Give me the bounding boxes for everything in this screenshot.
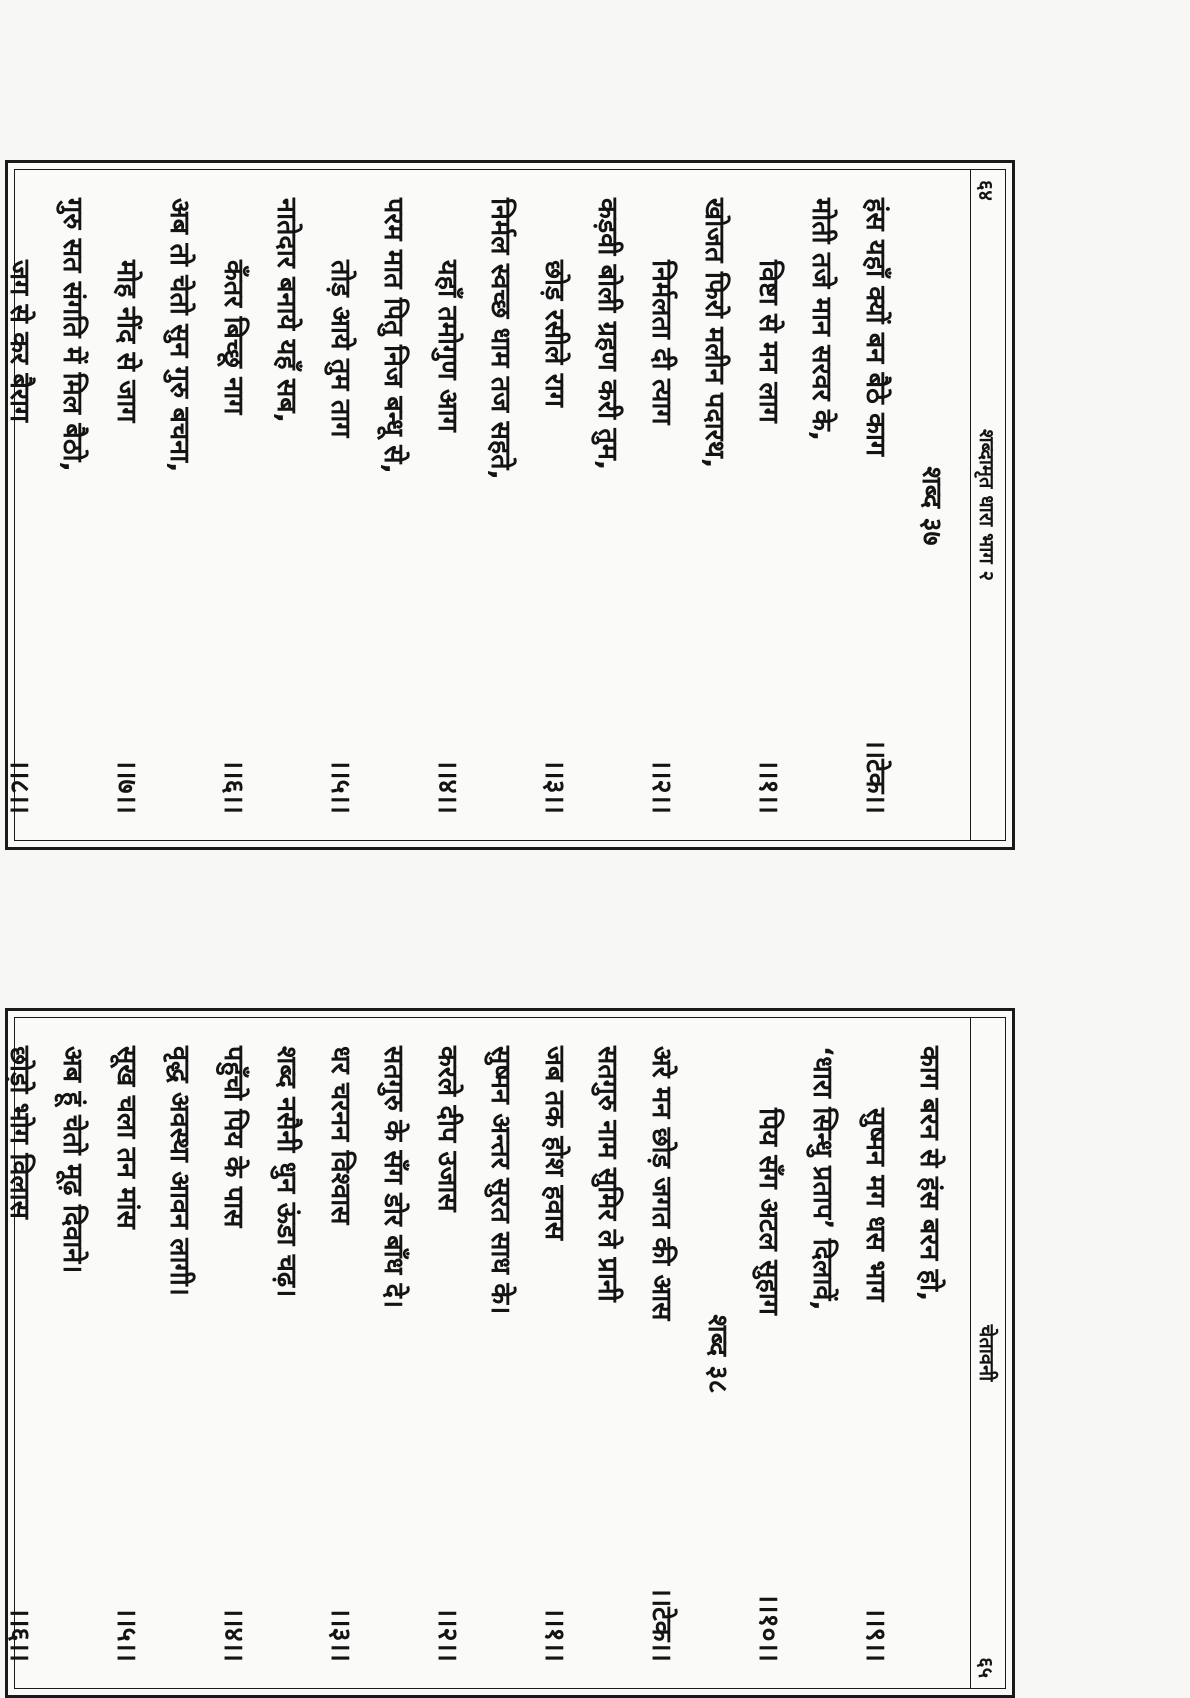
poem-line: सूख चला तन मांस ।।५।।	[111, 1046, 142, 1662]
page-number: ६५	[974, 1657, 998, 1678]
poem-line: अरे मन छोड़ जगत की आस ।।टेक।।	[646, 1046, 677, 1662]
poem-line: करले दीप उजास ।।२।।	[432, 1046, 463, 1662]
poem-line: वृद्ध अवस्था आवन लागी।	[164, 1046, 196, 1296]
shabd-title: शब्द ३७	[916, 466, 947, 546]
poem-line: सतगुरु नाम सुमिर ले प्रानी	[592, 1046, 624, 1302]
poem-line: पिय सँग अटल सुहाग ।।१०।।	[753, 1108, 785, 1662]
poem-line: जग से कर बैराग ।।८।।	[4, 260, 35, 814]
poem-line: अब हूं चेतो मूढ़ दिवाने।	[57, 1046, 89, 1274]
shabd-title: शब्द ३८	[702, 1314, 733, 1394]
page-frame	[4, 1017, 1006, 1689]
poem-line: छोड़ो भोग विलास ।।६।।	[4, 1046, 35, 1662]
page-64	[5, 160, 1015, 850]
poem-content	[0, 170, 970, 840]
page-number: ६४	[974, 180, 998, 201]
poem-line: नातेदार बनाये यहँ सब,	[271, 198, 303, 423]
poem-line: गुरु सत संगति में मिल बैठो,	[57, 198, 89, 472]
poem-line: विष्टा से मन लाग ।।१।।	[753, 260, 784, 814]
poem-line: मोती तजे मान सरवर के,	[806, 198, 838, 442]
running-header: शब्दामृत धारा भाग २	[975, 428, 1000, 582]
poem-line: काग बरन से हंस बरन हो,	[914, 1046, 945, 1302]
poem-line: निर्मलता दी त्याग ।।२।।	[646, 260, 677, 814]
page-frame	[4, 169, 1006, 841]
poem-line: कँतर बिच्छू नाग ।।६।।	[218, 260, 249, 814]
page-header	[970, 170, 1005, 840]
poem-line: तोड़ आये तुम ताग ।।५।।	[325, 260, 356, 814]
page-65	[5, 1008, 1015, 1698]
poem-line: सुष्मन अन्तर सुरत साध के।	[485, 1046, 517, 1315]
poem-line: धर चरनन विश्वास ।।३।।	[325, 1046, 356, 1662]
poem-line: छोड़ रसीले राग ।।३।।	[539, 260, 570, 814]
poem-line: परम मात पितु निज बन्धू से,	[378, 198, 410, 474]
poem-line: खोजत फिरो मलीन पदारथ,	[699, 198, 731, 469]
poem-line: कड़वी बोली ग्रहण करी तुम,	[592, 198, 624, 471]
poem-line: यहाँ तमोगुण आग ।।४।।	[432, 260, 463, 814]
poem-line: अब तो चेतो सुन गुरु बचना,	[164, 198, 196, 473]
poem-line: हंस यहाँ क्यों बन बैठे काग ।।टेक।।	[860, 198, 891, 814]
running-header: चेतावनी	[975, 1324, 1000, 1382]
poem-line: निर्मल स्वच्छ धाम तज सहते,	[485, 198, 517, 480]
poem-line: जब तक होश हवास ।।१।।	[539, 1046, 570, 1662]
poem-line: सुष्मन मग धस भाग ।।९।।	[860, 1108, 892, 1662]
poem-line: शब्द नसैनी धुन ऊंडा चढ़।	[271, 1046, 303, 1298]
poem-content	[0, 1018, 970, 1688]
page-header	[970, 1018, 1005, 1688]
poem-line: मोह नींद से जाग ।।७।।	[111, 260, 142, 814]
poem-line: पहुँचो पिय के पास ।।४।।	[218, 1046, 249, 1662]
poem-line: ‘धारा सिन्धु प्रताप’ दिलावें,	[807, 1046, 838, 1311]
poem-line: सतगुरु के सँग डोर बाँध दे।	[378, 1046, 410, 1309]
